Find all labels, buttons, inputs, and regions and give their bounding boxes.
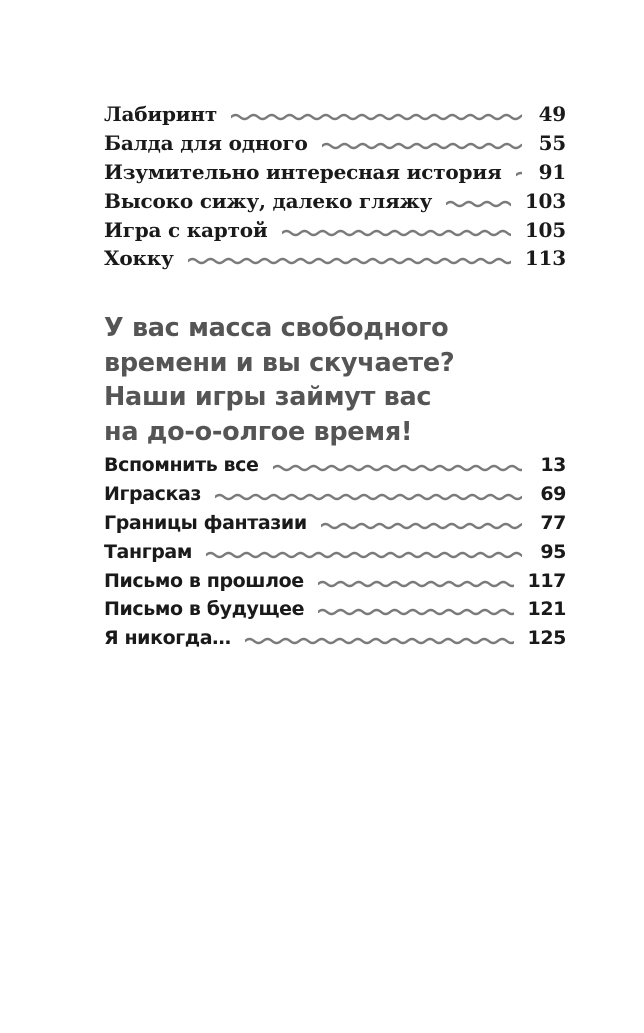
wavy-leader-path bbox=[215, 495, 522, 499]
toc-entry-title: Лабиринт bbox=[104, 102, 218, 127]
wavy-leader-path bbox=[321, 524, 522, 528]
wavy-leader-path bbox=[318, 582, 514, 586]
wavy-leader-icon bbox=[516, 167, 522, 183]
toc-entry-title: Балда для одного bbox=[104, 131, 308, 156]
wavy-leader-icon bbox=[273, 460, 522, 476]
wavy-leader-icon bbox=[282, 225, 511, 241]
toc-entry[interactable] bbox=[104, 480, 566, 509]
toc-entry-title: Я никогда… bbox=[104, 627, 231, 650]
wavy-leader-icon bbox=[318, 604, 513, 620]
heading-line: на до-о-олгое время! bbox=[104, 416, 413, 447]
toc-entry-page: 13 bbox=[540, 454, 566, 477]
wavy-leader-path bbox=[273, 466, 522, 470]
toc-entry[interactable] bbox=[104, 451, 566, 480]
toc-entry[interactable] bbox=[104, 509, 566, 538]
wavy-leader-path bbox=[516, 173, 522, 177]
toc-entry[interactable] bbox=[104, 624, 566, 653]
toc-entry-page: 77 bbox=[540, 511, 566, 534]
wavy-leader-path bbox=[282, 231, 511, 235]
toc-entry-title: Письмо в будущее bbox=[104, 598, 305, 621]
wavy-leader-svg bbox=[282, 225, 511, 241]
toc-entry-page: 91 bbox=[538, 159, 566, 184]
wavy-leader-svg bbox=[215, 489, 522, 505]
toc-entry-title: Письмо в прошлое bbox=[104, 569, 304, 592]
wavy-leader-svg bbox=[318, 604, 513, 620]
toc-entry-page: 121 bbox=[527, 598, 566, 621]
toc-entry-title: Вспомнить все bbox=[104, 454, 259, 477]
wavy-leader-svg bbox=[273, 460, 522, 476]
wavy-leader-svg bbox=[321, 518, 522, 534]
toc-entry[interactable] bbox=[104, 100, 566, 129]
wavy-leader-icon bbox=[446, 196, 511, 212]
toc-entry-page: 55 bbox=[538, 131, 566, 156]
wavy-leader-svg bbox=[516, 167, 522, 183]
toc-entry[interactable] bbox=[104, 129, 566, 158]
toc-entry-title: Высоко сижу, далеко гляжу bbox=[104, 188, 433, 213]
toc-entry-title: Границы фантазии bbox=[104, 511, 307, 534]
wavy-leader-path bbox=[322, 144, 522, 148]
wavy-leader-icon bbox=[245, 633, 514, 649]
toc-entry-title: Хокку bbox=[104, 246, 174, 271]
wavy-leader-svg bbox=[188, 253, 511, 269]
toc-section-two bbox=[104, 451, 566, 653]
heading-line: У вас масса свободного bbox=[104, 313, 449, 343]
wavy-leader-icon bbox=[215, 489, 522, 505]
heading-line: времени и вы скучаете? bbox=[104, 347, 455, 378]
toc-entry-title: Игра с картой bbox=[104, 217, 268, 242]
wavy-leader-path bbox=[188, 259, 511, 263]
wavy-leader-path bbox=[231, 115, 522, 119]
wavy-leader-icon bbox=[206, 547, 522, 563]
wavy-leader-icon bbox=[321, 518, 522, 534]
toc-entry-page: 95 bbox=[540, 540, 566, 563]
wavy-leader-path bbox=[318, 610, 513, 614]
toc-entry-page: 125 bbox=[527, 627, 566, 650]
wavy-leader-svg bbox=[318, 576, 514, 592]
heading-line: Наши игры займут вас bbox=[104, 382, 432, 412]
toc-entry[interactable] bbox=[104, 595, 566, 624]
toc-entry-title: Изумительно интересная история bbox=[104, 159, 502, 184]
toc-entry[interactable] bbox=[104, 158, 566, 187]
wavy-leader-svg bbox=[322, 138, 522, 154]
toc-entry[interactable] bbox=[104, 566, 566, 595]
wavy-leader-svg bbox=[206, 547, 522, 563]
wavy-leader-path bbox=[446, 202, 511, 206]
toc-entry-page: 103 bbox=[524, 188, 566, 213]
toc-entry[interactable] bbox=[104, 186, 566, 215]
toc-entry-page: 49 bbox=[538, 102, 566, 127]
toc-entry-title: Играсказ bbox=[104, 483, 202, 506]
toc-entry[interactable] bbox=[104, 215, 566, 244]
toc-section-one bbox=[104, 100, 566, 273]
toc-entry-page: 69 bbox=[540, 483, 566, 506]
toc-entry[interactable] bbox=[104, 244, 566, 273]
section-two-heading bbox=[104, 311, 574, 449]
wavy-leader-svg bbox=[446, 196, 511, 212]
toc-entry[interactable] bbox=[104, 537, 566, 566]
toc-entry-title: Танграм bbox=[104, 540, 192, 563]
wavy-leader-svg bbox=[231, 109, 522, 125]
wavy-leader-icon bbox=[188, 253, 511, 269]
toc-entry-page: 113 bbox=[524, 246, 566, 271]
wavy-leader-icon bbox=[231, 109, 522, 125]
wavy-leader-icon bbox=[318, 576, 514, 592]
wavy-leader-path bbox=[206, 553, 522, 557]
wavy-leader-svg bbox=[245, 633, 514, 649]
toc-entry-page: 105 bbox=[524, 217, 566, 242]
toc-entry-page: 117 bbox=[527, 569, 566, 592]
wavy-leader-path bbox=[245, 639, 514, 643]
wavy-leader-icon bbox=[322, 138, 522, 154]
